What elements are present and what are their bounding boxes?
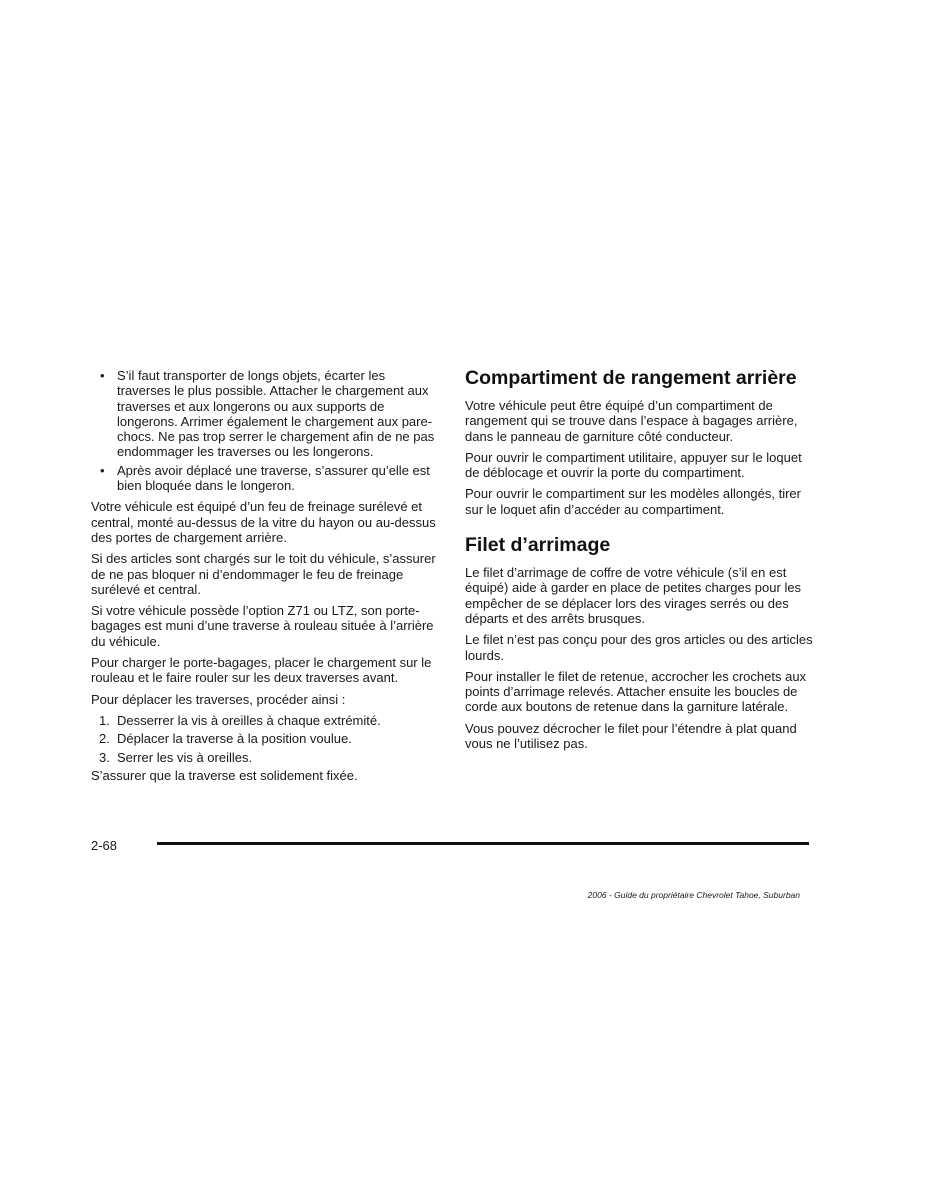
- step-text: Déplacer la traverse à la position voulue.: [117, 731, 352, 747]
- paragraph: Votre véhicule peut être équipé d’un compartiment de rangement qui se trouve dans l’espace à bagages arrière, dans le panneau de garniture côté conducteur.: [465, 398, 798, 444]
- paragraph: Pour installer le filet de retenue, accrocher les crochets aux points d’arrimage relevés. Attacher ensuite les boucles de corde aux boutons de retenue dans la garniture latérale.: [465, 668, 807, 715]
- bullet-item: [91, 463, 441, 494]
- paragraph: Votre véhicule est équipé d’un feu de freinage surélevé et central, monté au-dessus de la vitre du hayon ou au-dessus des portes de chargement arrière.: [91, 499, 436, 545]
- paragraph: Le filet n’est pas conçu pour des gros articles ou des articles lourds.: [465, 632, 813, 663]
- paragraph: Pour charger le porte-bagages, placer le chargement sur le rouleau et le faire rouler sur les deux traverses avant.: [91, 655, 432, 686]
- paragraph: Pour ouvrir le compartiment sur les modèles allongés, tirer sur le loquet afin d’accéder au compartiment.: [465, 486, 801, 517]
- step-item: [91, 731, 441, 746]
- right-column: [465, 368, 815, 757]
- section-heading-cargo-net: Filet d’arrimage: [465, 534, 611, 557]
- step-text: Serrer les vis à oreilles.: [117, 749, 253, 765]
- paragraph: Le filet d’arrimage de coffre de votre véhicule (s’il en est équipé) aide à garder en place de petites charges pour les empêcher de se déplacer lors des virages serrés ou des départs et des arrêts brusques.: [465, 565, 802, 626]
- footer-rule: [157, 842, 809, 845]
- bullet-list: [91, 368, 441, 493]
- paragraph: Pour déplacer les traverses, procéder ainsi :: [91, 691, 346, 707]
- step-item: [91, 750, 441, 765]
- paragraph: Vous pouvez décrocher le filet pour l’étendre à plat quand vous ne l’utilisez pas.: [465, 720, 797, 752]
- bullet-icon: •: [100, 462, 105, 478]
- bullet-icon: •: [100, 368, 105, 383]
- bullet-text: S’il faut transporter de longs objets, écarter les traverses le plus possible. Attacher le chargement aux traverses et aux longerons ou aux supports de longerons. Arrimer également le chargement aux pare-chocs. Ne pas trop serrer le chargement afin de ne pas endommager les traverses ou les longerons.: [117, 368, 435, 460]
- step-item: [91, 713, 441, 728]
- step-text: Desserrer la vis à oreilles à chaque extrémité.: [117, 712, 381, 728]
- closing-paragraph: S’assurer que la traverse est solidement fixée.: [91, 767, 358, 783]
- step-number: 2.: [99, 731, 110, 747]
- bullet-item: [91, 368, 441, 460]
- paragraph: Si des articles sont chargés sur le toit du véhicule, s’assurer de ne pas bloquer ni d’endommager le feu de freinage surélevé et central.: [91, 551, 436, 597]
- section-heading-rear-storage: Compartiment de rangement arrière: [465, 367, 797, 389]
- left-column: [91, 368, 441, 789]
- footer-text: 2006 - Guide du propriétaire Chevrolet Tahoe, Suburban: [587, 890, 800, 900]
- paragraph: Si votre véhicule possède l’option Z71 ou LTZ, son porte-bagages est muni d’une traverse à rouleau située à l’arrière du véhicule.: [91, 603, 434, 649]
- page-number: 2-68: [91, 838, 118, 853]
- bullet-text: Après avoir déplacé une traverse, s’assurer qu’elle est bien bloquée dans le longeron.: [117, 462, 430, 494]
- step-number: 1.: [99, 712, 110, 728]
- step-number: 3.: [99, 749, 110, 765]
- step-list: [91, 713, 441, 765]
- paragraph: Pour ouvrir le compartiment utilitaire, appuyer sur le loquet de déblocage et ouvrir la porte du compartiment.: [465, 449, 802, 481]
